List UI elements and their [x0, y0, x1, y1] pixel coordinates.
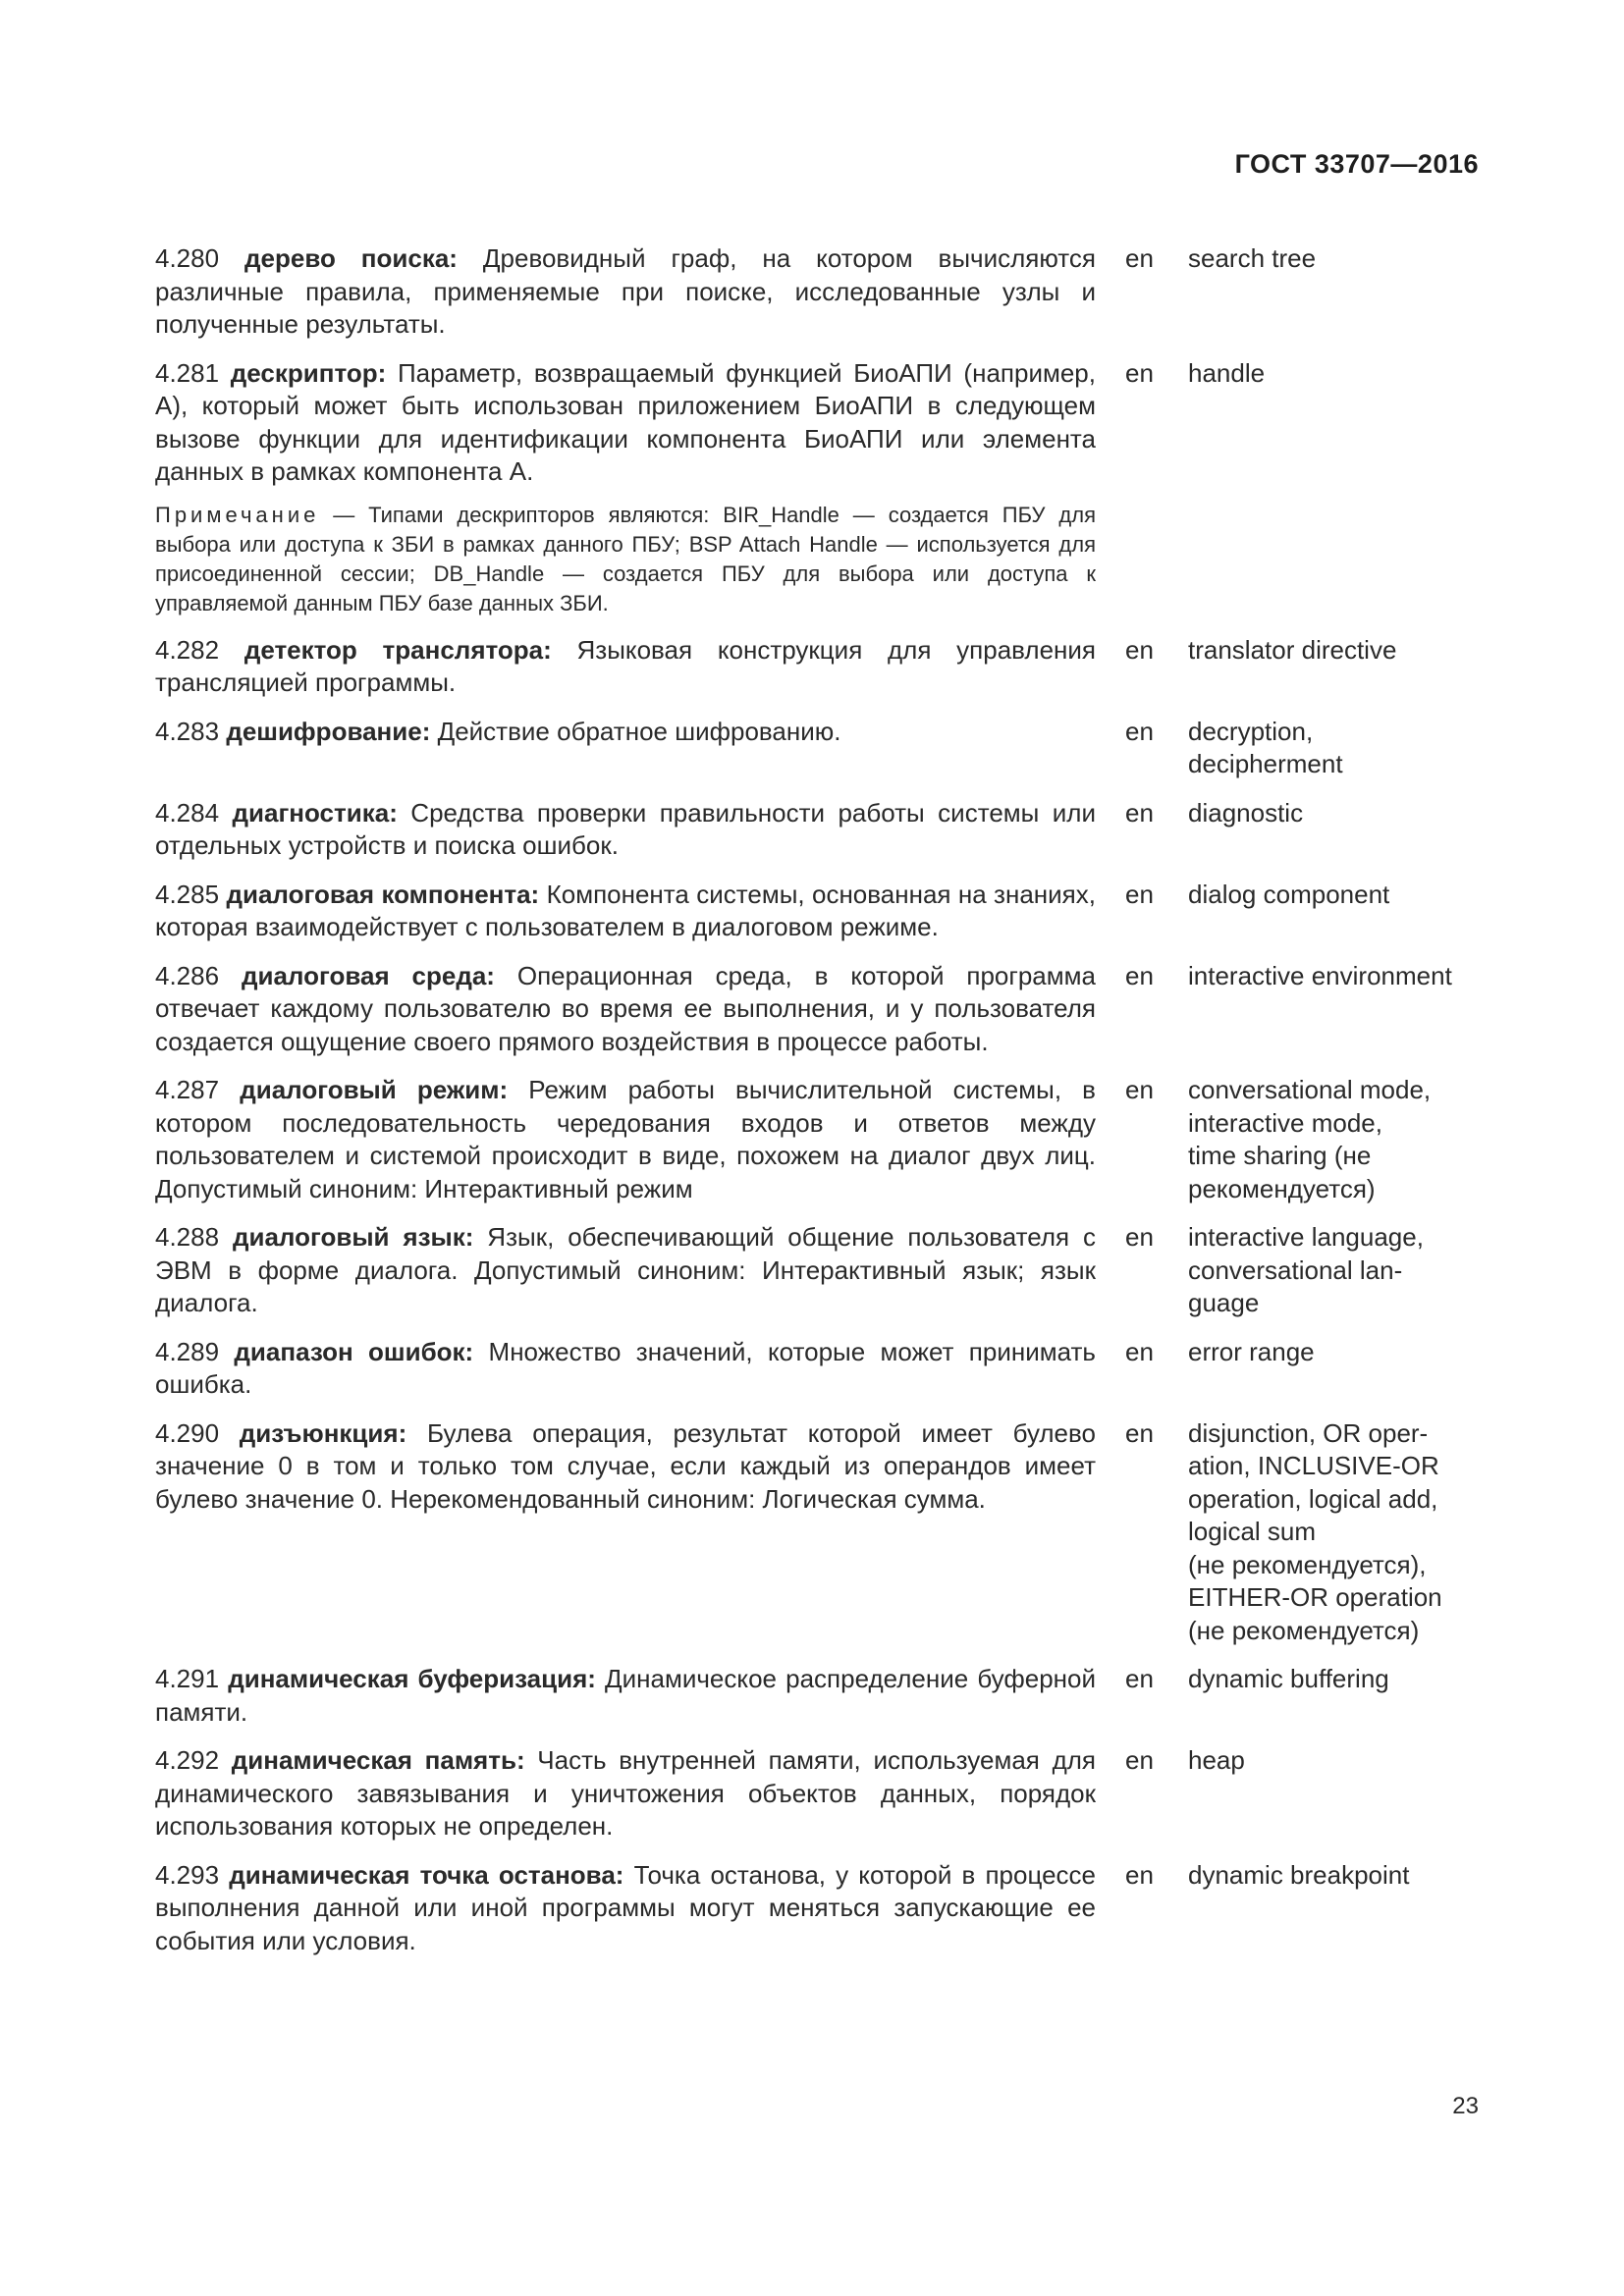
definition-text: Режим работы вычислительной системы, в котором последовательность чередования входов и ответов между пользователем и системой происходит в виде, похожем на диалог двух лиц. Допустимый синоним: Интерактивный режим — [155, 1075, 1096, 1203]
equivalent-line: (не рекомендуется), — [1188, 1549, 1427, 1579]
english-equivalent — [1188, 242, 1483, 276]
term-name: динамическая буферизация: — [228, 1664, 596, 1693]
term-name: диапазон ошибок: — [234, 1336, 474, 1366]
equivalent-line: dynamic breakpoint — [1188, 1859, 1410, 1890]
equivalent-line: error range — [1188, 1336, 1315, 1366]
entry-body — [155, 716, 1096, 749]
definition-text: Динамическое распределение буферной памяти. — [155, 1664, 1096, 1727]
english-equivalent — [1188, 1336, 1483, 1369]
definition-text: Точка останова, у которой в процессе выполнения данной или иной программы могут меняться запускающие ее события или условия. — [155, 1859, 1096, 1955]
definition — [155, 1663, 1096, 1729]
term-entry — [155, 1663, 1490, 1729]
equivalent-line: рекомендуется) — [1188, 1173, 1376, 1203]
definition-text: Компонента системы, основанная на знаниях, которая взаимодействует с пользователем в диалоговом режиме. — [155, 879, 1096, 941]
language-code: en — [1125, 1417, 1154, 1448]
term-entry — [155, 1859, 1490, 1958]
language-code: en — [1125, 1859, 1154, 1890]
entry-body — [155, 960, 1096, 1059]
entry-body — [155, 357, 1096, 618]
term-entry — [155, 716, 1490, 781]
definition-text: Древовидный граф, на котором вычисляются различные правила, применяемые при поиске, исследованные узлы и полученные результаты. — [155, 243, 1096, 339]
term-entry — [155, 797, 1490, 863]
english-equivalent — [1188, 879, 1483, 912]
term-name: дескриптор: — [230, 357, 387, 388]
english-equivalent — [1188, 1744, 1483, 1778]
note — [155, 501, 1096, 618]
entry-body — [155, 1663, 1096, 1729]
definition — [155, 879, 1096, 944]
definition — [155, 716, 1096, 749]
terms-list — [155, 242, 1490, 1973]
equivalent-line: dynamic buffering — [1188, 1664, 1389, 1693]
language-code: en — [1125, 879, 1154, 909]
term-number: 4.281 — [155, 357, 220, 388]
language-code: en — [1125, 716, 1154, 746]
term-number: 4.280 — [155, 243, 220, 273]
english-equivalent — [1188, 634, 1483, 667]
definition-text: Средства проверки правильности работы системы или отдельных устройств и поиска ошибок. — [155, 797, 1097, 860]
english-equivalent — [1188, 1074, 1483, 1205]
definition — [155, 1744, 1096, 1843]
term-entry — [155, 960, 1490, 1059]
equivalent-line: conversational mode, — [1188, 1075, 1432, 1104]
term-entry — [155, 1744, 1490, 1843]
entry-body — [155, 1859, 1096, 1958]
term-number: 4.292 — [155, 1745, 220, 1775]
term-name: диалоговая компонента: — [226, 879, 540, 909]
entry-body — [155, 1221, 1096, 1320]
term-name: дизъюнкция: — [239, 1417, 407, 1448]
term-number: 4.283 — [155, 716, 220, 746]
equivalent-line: logical sum — [1188, 1517, 1317, 1546]
entry-body — [155, 1417, 1096, 1517]
equivalent-line: handle — [1188, 357, 1266, 388]
equivalent-line: EITHER-OR operation — [1188, 1582, 1442, 1612]
entry-body — [155, 242, 1096, 342]
term-name: дерево поиска: — [244, 243, 458, 273]
english-equivalent — [1188, 1663, 1483, 1696]
term-number: 4.282 — [155, 634, 220, 665]
equivalent-line: search tree — [1188, 243, 1317, 273]
entry-body — [155, 879, 1096, 944]
language-code: en — [1125, 634, 1154, 665]
language-code: en — [1125, 797, 1154, 828]
term-name: динамическая точка останова: — [229, 1859, 624, 1890]
english-equivalent — [1188, 1221, 1483, 1320]
equivalent-line: decipherment — [1188, 749, 1343, 778]
term-name: диалоговый режим: — [240, 1075, 509, 1104]
english-equivalent — [1188, 357, 1483, 391]
entry-body — [155, 1074, 1096, 1205]
term-entry — [155, 242, 1490, 342]
definition — [155, 242, 1096, 342]
term-number: 4.291 — [155, 1664, 220, 1693]
equivalent-line: conversational lan- — [1188, 1255, 1403, 1285]
definition — [155, 1417, 1096, 1517]
equivalent-line: disjunction, OR oper- — [1188, 1417, 1429, 1448]
term-entry — [155, 879, 1490, 944]
language-code: en — [1125, 1222, 1154, 1252]
equivalent-line: guage — [1188, 1288, 1260, 1317]
term-name: дешифрование: — [226, 716, 431, 746]
equivalent-line: interactive mode, — [1188, 1107, 1382, 1138]
term-entry — [155, 1074, 1490, 1205]
equivalent-line: decryption, — [1188, 716, 1314, 746]
entry-body — [155, 797, 1096, 863]
equivalent-line: interactive environment — [1188, 960, 1452, 990]
term-name: динамическая память: — [231, 1745, 525, 1775]
equivalent-line: diagnostic — [1188, 797, 1304, 828]
term-name: диагностика: — [232, 797, 398, 828]
term-entry — [155, 1336, 1490, 1402]
equivalent-line: ation, INCLUSIVE-OR — [1188, 1451, 1439, 1480]
note-label: Примечание — [155, 502, 320, 527]
term-entry — [155, 1417, 1490, 1648]
term-number: 4.285 — [155, 879, 220, 909]
document-header: ГОСТ 33707—2016 — [1234, 149, 1479, 179]
definition-text: Булева операция, результат которой имеет булево значение 0 в том и только том случае, если каждый из операндов имеет булево значение 0. Нерекомендованный синоним: Логическая сумма. — [155, 1417, 1096, 1514]
english-equivalent — [1188, 716, 1483, 781]
definition-text: Действие обратное шифрованию. — [430, 716, 841, 746]
definition — [155, 797, 1096, 863]
entry-body — [155, 634, 1096, 700]
language-code: en — [1125, 1075, 1154, 1104]
term-name: диалоговый язык: — [232, 1222, 474, 1252]
definition-text: Операционная среда, в которой программа отвечает каждому пользователю во время ее выполнения, и у пользователя создается ощущение своего прямого воздействия в процессе работы. — [155, 960, 1096, 1056]
term-number: 4.293 — [155, 1859, 220, 1890]
language-code: en — [1125, 960, 1154, 990]
definition — [155, 1074, 1096, 1205]
term-number: 4.287 — [155, 1075, 220, 1104]
language-code: en — [1125, 243, 1154, 273]
definition-text: Параметр, возвращаемый функцией БиоАПИ (например, А), который может быть использован приложением БиоАПИ в следующем вызове функции для идентификации компонента БиоАПИ или элемента данных в рамках компонента А. — [155, 357, 1096, 486]
equivalent-line: translator directive — [1188, 634, 1397, 665]
term-name: детектор транслятора: — [244, 634, 552, 665]
equivalent-line: heap — [1188, 1745, 1245, 1775]
term-number: 4.289 — [155, 1336, 220, 1366]
term-entry — [155, 1221, 1490, 1320]
note-text: — Типами дескрипторов являются: BIR_Handle — создается ПБУ для выбора или доступа к ЗБИ в рамках данного ПБУ; BSP Attach Handle — используется для присоединенной сессии; DB_Handle — создается ПБУ для выбора или доступа к управляемой данным ПБУ базе данных ЗБИ. — [155, 502, 1096, 615]
definition — [155, 960, 1096, 1059]
language-code: en — [1125, 1745, 1154, 1775]
definition — [155, 357, 1096, 489]
definition — [155, 634, 1096, 700]
equivalent-line: operation, logical add, — [1188, 1483, 1438, 1514]
english-equivalent — [1188, 1417, 1483, 1648]
term-entry — [155, 357, 1490, 618]
definition — [155, 1859, 1096, 1958]
equivalent-line: interactive language, — [1188, 1222, 1424, 1252]
language-code: en — [1125, 357, 1154, 388]
definition — [155, 1221, 1096, 1320]
entry-body — [155, 1744, 1096, 1843]
equivalent-line: dialog component — [1188, 879, 1390, 909]
equivalent-line: (не рекомендуется) — [1188, 1615, 1420, 1645]
term-number: 4.290 — [155, 1417, 220, 1448]
term-number: 4.288 — [155, 1222, 220, 1252]
language-code: en — [1125, 1336, 1154, 1366]
english-equivalent — [1188, 1859, 1483, 1893]
definition — [155, 1336, 1096, 1402]
page-number: 23 — [1452, 2093, 1479, 2119]
english-equivalent — [1188, 960, 1483, 993]
term-name: диалоговая среда: — [241, 960, 495, 990]
term-number: 4.286 — [155, 960, 220, 990]
term-entry — [155, 634, 1490, 700]
definition-text: Язык, обеспечивающий общение пользователя с ЭВМ в форме диалога. Допустимый синоним: Интерактивный язык; язык диалога. — [155, 1222, 1096, 1317]
definition-text: Часть внутренней памяти, используемая для динамического завязывания и уничтожения объектов данных, порядок использования которых не определен. — [155, 1745, 1096, 1841]
definition-text: Языковая конструкция для управления трансляцией программы. — [155, 634, 1096, 697]
english-equivalent — [1188, 797, 1483, 830]
entry-body — [155, 1336, 1096, 1402]
language-code: en — [1125, 1664, 1154, 1693]
equivalent-line: time sharing (не — [1188, 1141, 1372, 1170]
definition-text: Множество значений, которые может принимать ошибка. — [155, 1336, 1096, 1399]
term-number: 4.284 — [155, 797, 220, 828]
